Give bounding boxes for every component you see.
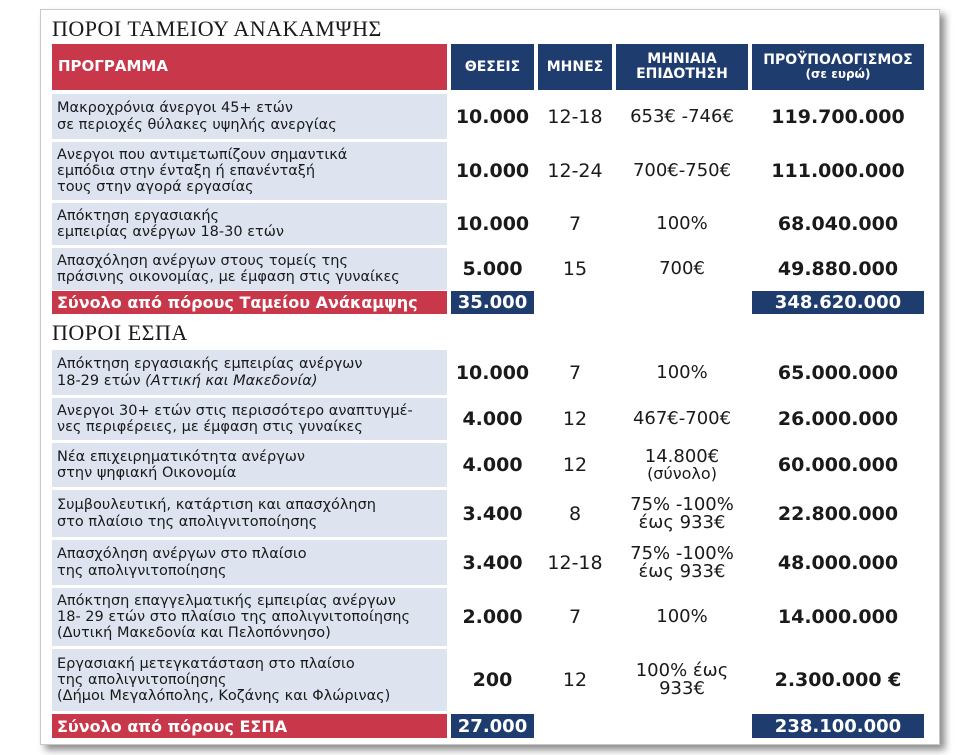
recovery-row-subsidy-value: 700€-750€ <box>632 160 732 181</box>
espa-total-budget-value: 238.100.000 <box>774 715 902 737</box>
espa-row-budget-value: 26.000.000 <box>777 408 899 430</box>
espa-row-budget-value: 22.800.000 <box>777 502 899 525</box>
recovery-row-budget-1 <box>752 142 924 200</box>
espa-row-positions-0 <box>451 350 534 395</box>
espa-total-budget <box>752 714 924 738</box>
espa-row-program-line: της απολιγνιτοποίησης <box>57 671 227 688</box>
recovery-row-program-1 <box>52 142 447 200</box>
espa-row-program-line: (Δυτική Μακεδονία και Πελοπόννησο) <box>57 625 331 642</box>
espa-row-positions-6 <box>451 649 534 711</box>
espa-row-program-0 <box>52 350 447 395</box>
recovery-row-program-line: εμπειρίας ανέργων 18-30 ετών <box>57 224 285 240</box>
espa-row-budget-2 <box>752 443 924 487</box>
espa-row-positions-5 <box>451 588 534 646</box>
espa-row-subsidy-3 <box>616 490 748 537</box>
recovery-row-program-line: Μακροχρόνια άνεργοι 45+ ετών <box>57 100 294 117</box>
recovery-row-positions-value: 10.000 <box>455 160 530 182</box>
espa-row-subsidy-value: 933€ <box>659 678 705 699</box>
recovery-row-positions-2 <box>451 203 534 245</box>
espa-row-program-6 <box>52 649 447 711</box>
espa-row-program-line: 18-29 ετών (Αττική και Μακεδονία) <box>57 372 318 389</box>
espa-row-months-0 <box>538 350 612 395</box>
recovery-total-budget-value: 348.620.000 <box>774 292 902 313</box>
espa-row-budget-value: 14.000.000 <box>777 606 899 628</box>
recovery-row-subsidy-3 <box>616 248 748 290</box>
recovery-total-positions <box>451 291 534 314</box>
espa-row-subsidy-value: 75% -100% <box>630 493 734 515</box>
espa-row-months-6 <box>538 649 612 711</box>
espa-row-program-1 <box>52 398 447 440</box>
espa-row-subsidy-value: 100% <box>656 606 708 627</box>
header-budget-unit: (σε ευρώ) <box>805 67 871 82</box>
espa-row-program-line: Νέα επιχειρηματικότητα ανέργων <box>57 448 306 465</box>
recovery-row-months-value: 15 <box>562 258 588 280</box>
espa-row-budget-6 <box>752 649 924 711</box>
espa-row-program-line: στο πλαίσιο της απολιγνιτοποίησης <box>57 513 318 530</box>
espa-row-subsidy-value: 100% έως <box>635 660 729 681</box>
espa-row-budget-0 <box>752 350 924 395</box>
recovery-row-program-line: σε περιοχές θύλακες υψηλής ανεργίας <box>57 116 337 133</box>
espa-row-program-3 <box>52 490 447 537</box>
recovery-row-program-line: τους στην αγορά εργασίας <box>57 179 254 196</box>
recovery-row-positions-value: 5.000 <box>462 258 523 280</box>
espa-row-months-1 <box>538 398 612 440</box>
espa-row-subsidy-value: 75% -100% <box>630 542 734 564</box>
recovery-row-budget-3 <box>752 248 924 290</box>
header-positions <box>451 44 534 90</box>
recovery-row-program-line: Απόκτηση εργασιακής <box>57 207 220 224</box>
espa-row-budget-3 <box>752 490 924 537</box>
espa-row-months-3 <box>538 490 612 537</box>
recovery-row-budget-value: 68.040.000 <box>777 213 899 235</box>
header-subsidy-label: ΕΠΙΔΟΤΗΣΗ <box>636 66 728 82</box>
recovery-row-program-2 <box>52 203 447 245</box>
recovery-row-months-value: 7 <box>568 213 582 235</box>
header-program <box>52 44 447 90</box>
espa-row-subsidy-2 <box>616 443 748 487</box>
header-months-label: ΜΗΝΕΣ <box>546 58 604 75</box>
recovery-row-months-value: 12-18 <box>547 105 603 128</box>
espa-row-budget-1 <box>752 398 924 440</box>
espa-row-program-line: στην ψηφιακή Οικονομία <box>57 465 237 481</box>
espa-row-positions-2 <box>451 443 534 487</box>
section-title-espa: ΠΟΡΟΙ ΕΣΠΑ <box>52 320 188 345</box>
espa-row-months-value: 7 <box>568 606 582 628</box>
espa-row-subsidy-value: (σύνολο) <box>647 464 717 483</box>
espa-total-positions-value: 27.000 <box>457 715 528 737</box>
espa-row-subsidy-value: έως 933€ <box>638 560 726 582</box>
recovery-row-program-line: εμπόδια στην ένταξη ή επανένταξή <box>57 162 316 179</box>
espa-row-positions-1 <box>451 398 534 440</box>
espa-row-program-2 <box>52 443 447 487</box>
espa-total-text: Σύνολο από πόρους ΕΣΠΑ <box>57 716 288 736</box>
espa-row-positions-3 <box>451 490 534 537</box>
recovery-row-budget-value: 111.000.000 <box>771 160 905 182</box>
espa-row-program-line: Απόκτηση επαγγελματικής εμπειρίας ανέργων <box>57 592 396 609</box>
header-budget <box>752 44 924 90</box>
recovery-row-subsidy-1 <box>616 142 748 200</box>
recovery-row-positions-value: 10.000 <box>455 105 530 128</box>
espa-row-positions-4 <box>451 540 534 585</box>
espa-row-subsidy-value: 467€-700€ <box>632 408 732 429</box>
header-positions-label: ΘΕΣΕΙΣ <box>464 58 521 75</box>
espa-row-subsidy-value: έως 933€ <box>638 511 726 533</box>
espa-row-program-line: Απόκτηση εργασιακής εμπειρίας ανέργων <box>57 356 363 373</box>
espa-row-program-line: Απασχόληση ανέργων στο πλαίσιο <box>57 546 307 563</box>
espa-row-program-line: Εργασιακή μετεγκατάσταση στο πλαίσιο <box>57 655 355 672</box>
recovery-row-budget-value: 49.880.000 <box>777 258 899 280</box>
recovery-row-positions-1 <box>451 142 534 200</box>
recovery-row-program-0 <box>52 94 447 139</box>
espa-row-months-value: 12-18 <box>547 551 603 574</box>
espa-row-months-value: 12 <box>562 669 588 691</box>
recovery-row-months-3 <box>538 248 612 290</box>
recovery-row-months-value: 12-24 <box>547 160 603 182</box>
recovery-total-label <box>52 291 447 314</box>
espa-row-months-value: 12 <box>562 454 588 476</box>
header-months <box>538 44 612 90</box>
espa-row-program-note: (Αττική και Μακεδονία) <box>145 372 318 389</box>
espa-row-positions-value: 3.400 <box>462 502 523 525</box>
espa-row-budget-value: 65.000.000 <box>777 361 899 384</box>
espa-row-budget-4 <box>752 540 924 585</box>
recovery-row-positions-value: 10.000 <box>455 213 530 235</box>
espa-row-subsidy-value: 14.800€ <box>644 446 720 467</box>
espa-row-positions-value: 10.000 <box>455 361 530 384</box>
recovery-row-subsidy-0 <box>616 94 748 139</box>
espa-row-budget-value: 2.300.000 € <box>774 669 902 691</box>
espa-row-budget-value: 60.000.000 <box>777 454 899 476</box>
recovery-row-positions-3 <box>451 248 534 290</box>
header-subsidy-label: ΜΗΝΙΑΙΑ <box>647 51 717 68</box>
espa-row-months-4 <box>538 540 612 585</box>
recovery-row-budget-0 <box>752 94 924 139</box>
recovery-row-program-3 <box>52 248 447 290</box>
espa-row-months-value: 7 <box>568 361 582 384</box>
recovery-total-positions-value: 35.000 <box>457 292 528 313</box>
recovery-row-subsidy-value: 700€ <box>659 258 705 279</box>
recovery-row-months-2 <box>538 203 612 245</box>
header-subsidy <box>616 44 748 90</box>
espa-row-budget-value: 48.000.000 <box>777 551 899 574</box>
recovery-row-budget-value: 119.700.000 <box>771 105 905 128</box>
recovery-row-program-line: πράσινης οικονομίας, με έμφαση στις γυναίκες <box>57 269 400 285</box>
espa-row-months-2 <box>538 443 612 487</box>
espa-row-program-line: Ανεργοι 30+ ετών στις περισσότερο αναπτυγμέ- <box>57 402 413 419</box>
recovery-row-program-line: Απασχόληση ανέργων στους τομείς της <box>57 252 348 269</box>
espa-row-subsidy-value: 100% <box>656 361 708 383</box>
espa-row-positions-value: 4.000 <box>462 454 523 476</box>
recovery-row-program-line: Ανεργοι που αντιμετωπίζουν σημαντικά <box>57 146 348 163</box>
espa-row-subsidy-0 <box>616 350 748 395</box>
espa-row-positions-value: 2.000 <box>462 606 523 628</box>
espa-row-months-5 <box>538 588 612 646</box>
header-program-label: ΠΡΟΓΡΑΜΜΑ <box>58 57 168 76</box>
recovery-total-budget <box>752 291 924 314</box>
espa-row-program-line: 18- 29 ετών στο πλαίσιο της απολιγνιτοποίησης <box>57 608 410 625</box>
espa-row-subsidy-4 <box>616 540 748 585</box>
recovery-row-months-0 <box>538 94 612 139</box>
espa-row-subsidy-5 <box>616 588 748 646</box>
espa-row-program-line: της απολιγνιτοποίησης <box>57 562 227 579</box>
espa-row-positions-value: 3.400 <box>462 551 523 574</box>
recovery-row-subsidy-value: 653€ -746€ <box>630 105 734 127</box>
espa-row-subsidy-6 <box>616 649 748 711</box>
recovery-row-positions-0 <box>451 94 534 139</box>
espa-row-program-line: (Δήμοι Μεγαλόπολης, Κοζάνης και Φλώρινας) <box>57 688 391 705</box>
recovery-row-months-1 <box>538 142 612 200</box>
espa-row-positions-value: 4.000 <box>462 408 523 430</box>
recovery-row-subsidy-value: 100% <box>656 213 708 234</box>
espa-row-budget-5 <box>752 588 924 646</box>
recovery-row-budget-2 <box>752 203 924 245</box>
espa-row-program-5 <box>52 588 447 646</box>
espa-row-program-4 <box>52 540 447 585</box>
espa-row-program-line: Συμβουλευτική, κατάρτιση και απασχόληση <box>57 497 376 514</box>
espa-total-positions <box>451 714 534 738</box>
espa-row-months-value: 12 <box>562 408 588 430</box>
recovery-total-text: Σύνολο από πόρους Ταμείου Ανάκαμψης <box>57 293 418 312</box>
header-budget-label: ΠΡΟΫΠΟΛΟΓΙΣΜΟΣ <box>763 52 913 69</box>
espa-row-positions-value: 200 <box>472 669 513 691</box>
espa-row-subsidy-1 <box>616 398 748 440</box>
espa-total-label <box>52 714 447 738</box>
espa-row-program-line: νες περιφέρειες, με έμφαση στις γυναίκες <box>57 419 363 435</box>
recovery-row-subsidy-2 <box>616 203 748 245</box>
section-title-recovery: ΠΟΡΟΙ ΤΑΜΕΙΟΥ ΑΝΑΚΑΜΨΗΣ <box>52 16 382 41</box>
espa-row-months-value: 8 <box>568 502 582 525</box>
